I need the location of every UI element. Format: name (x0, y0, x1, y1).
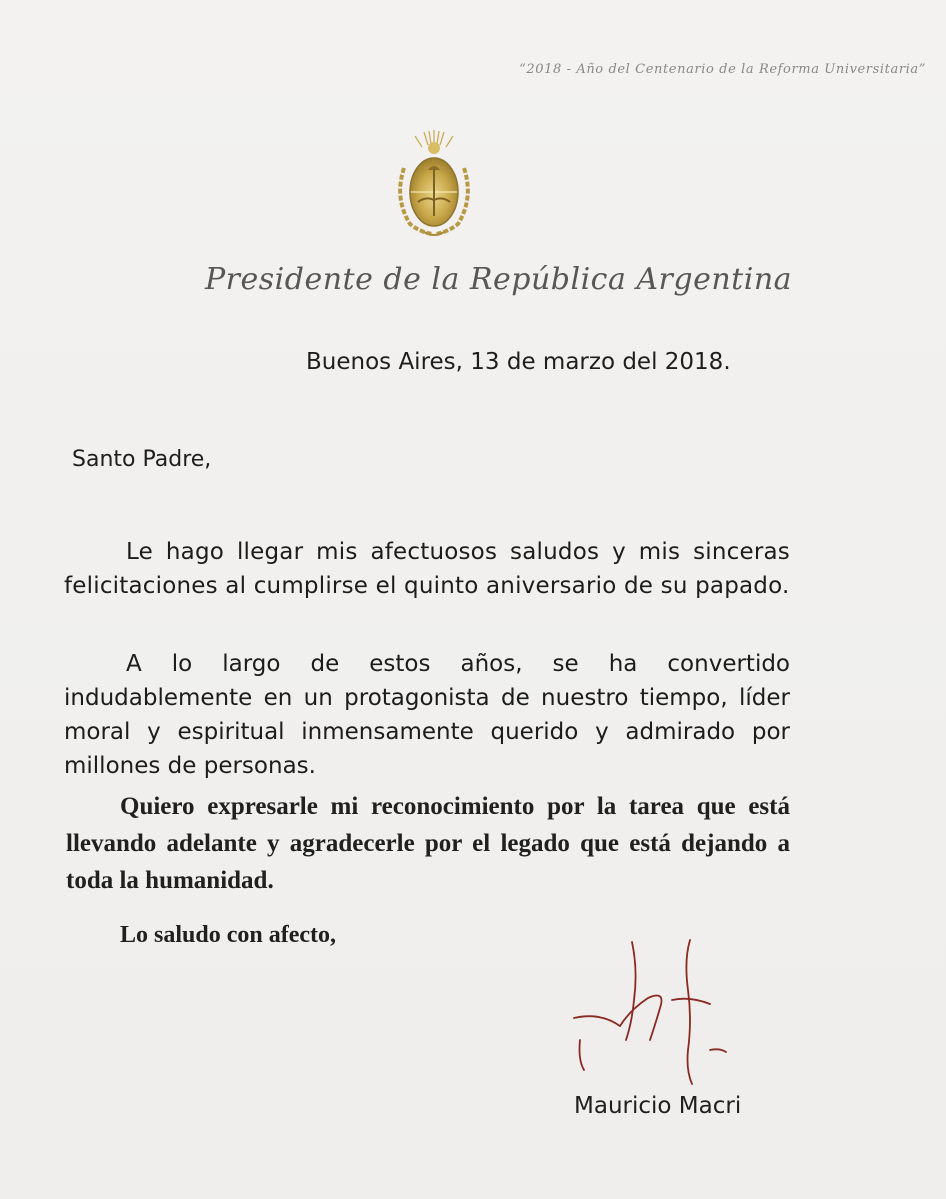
coat-of-arms-icon (384, 128, 484, 240)
letter-closing: Lo saludo con afecto, (120, 922, 336, 948)
letterhead-office-title: Presidente de la República Argentina (205, 262, 793, 297)
signature-icon (560, 930, 780, 1090)
letter-paragraph: A lo largo de estos años, se ha convertido indudablemente en un protagonista de nuestro tiempo, líder moral y espiritual inmensamente querido y admirado por millones de personas. (64, 651, 790, 779)
letter-paragraph: Le hago llegar mis afectuosos saludos y mis sinceras felicitaciones al cumplirse el quinto aniversario de su papado. (64, 539, 790, 599)
letter-salutation: Santo Padre, (72, 447, 212, 472)
signer-name: Mauricio Macri (574, 1093, 742, 1119)
letterhead-motto: “2018 - Año del Centenario de la Reforma Universitaria” (519, 62, 926, 77)
letter-paragraph: Quiero expresarle mi reconocimiento por la tarea que está llevando adelante y agradecerle por el legado que está dejando a toda la humanidad. (66, 793, 790, 894)
letter-date: Buenos Aires, 13 de marzo del 2018. (306, 349, 731, 375)
